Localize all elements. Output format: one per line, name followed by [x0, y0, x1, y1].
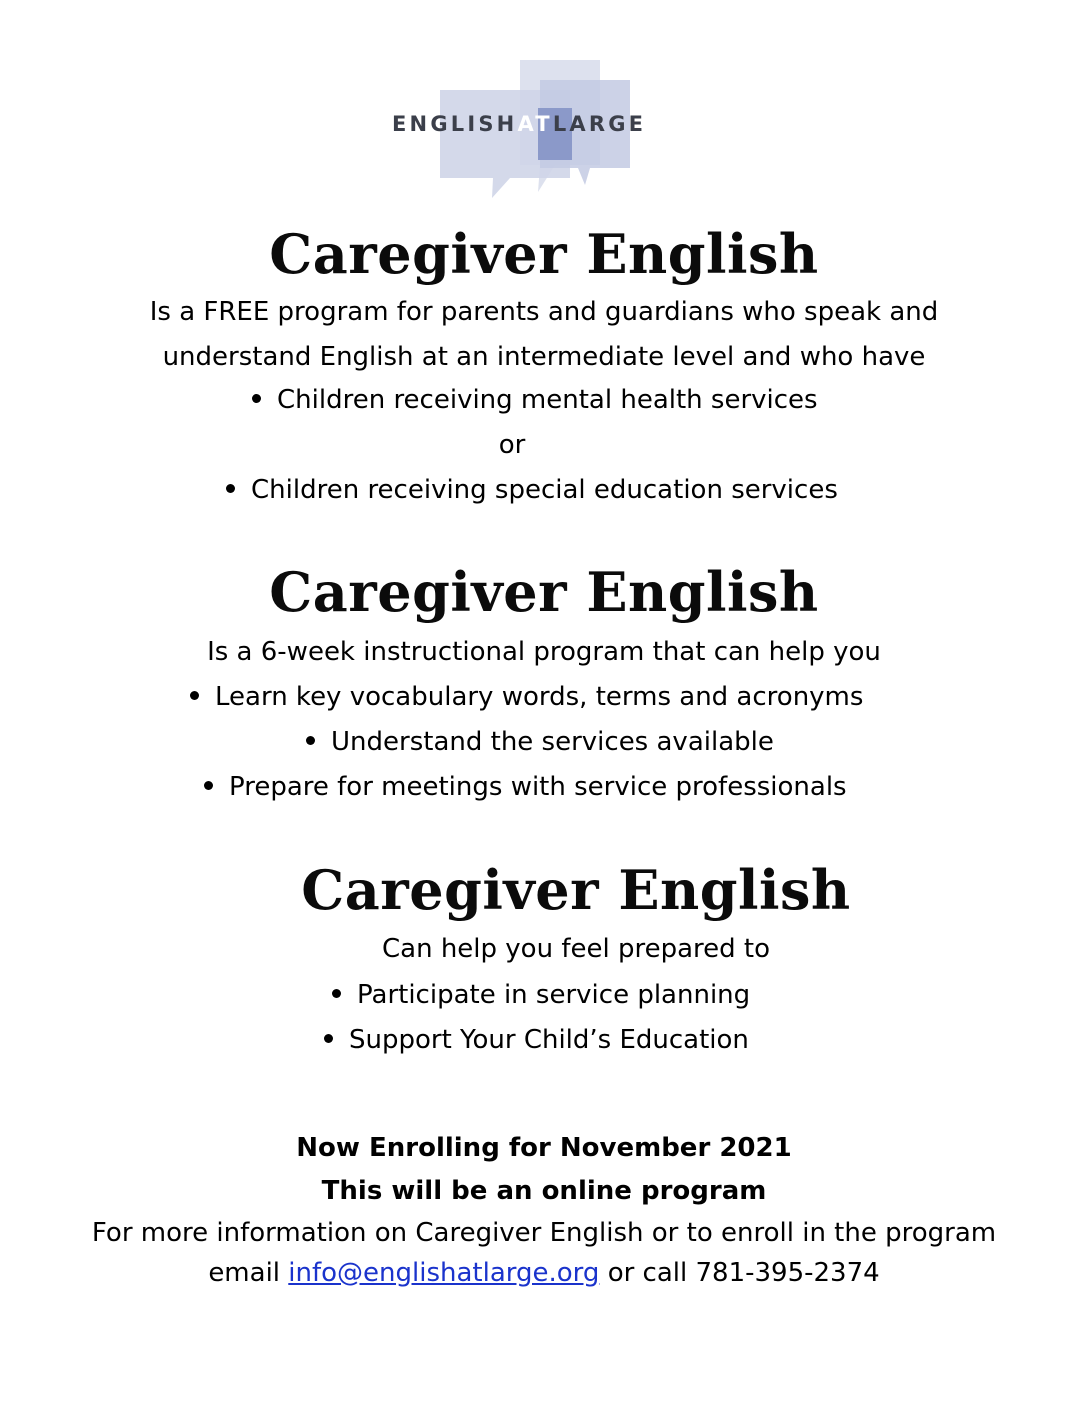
english-at-large-logo: [380, 50, 710, 200]
bullet-icon: [332, 989, 341, 998]
call-text: or call 781-395-2374: [607, 1258, 880, 1288]
bullet-icon: [252, 394, 261, 403]
section2-bullet1: [190, 677, 863, 717]
section1-bullet1-text: Children receiving mental health services: [277, 385, 818, 415]
section1-bullet1: [252, 380, 818, 420]
email-link[interactable]: info@englishatlarge.org: [288, 1258, 600, 1288]
logo-large: LARGE: [552, 112, 647, 136]
online-notice: This will be an online program: [321, 1176, 767, 1206]
section2-bullet3: [204, 767, 847, 807]
section3-bullet2-text: Support Your Child’s Education: [349, 1025, 749, 1055]
section1-or: or: [498, 430, 526, 460]
logo-english: ENGLISH: [392, 112, 518, 136]
logo-wordmark: [392, 112, 646, 136]
section3-bullet2: [324, 1020, 749, 1060]
section1-bullet2-text: Children receiving special education services: [251, 475, 838, 505]
section2-intro: Is a 6-week instructional program that can help you: [207, 637, 881, 667]
email-prefix: email: [208, 1258, 281, 1288]
section1-title: Caregiver English: [269, 222, 819, 286]
section1-line1: Is a FREE program for parents and guardians who speak and: [149, 297, 939, 327]
bullet-icon: [306, 736, 315, 745]
section3-bullet1: [332, 975, 750, 1015]
bullet-icon: [190, 691, 199, 700]
contact-line: [0, 1253, 1088, 1293]
bullet-icon: [226, 484, 235, 493]
section2-bullet3-text: Prepare for meetings with service professionals: [229, 772, 847, 802]
logo-at: AT: [517, 112, 553, 136]
info-line: For more information on Caregiver English or to enroll in the program: [91, 1218, 997, 1248]
section2-bullet2: [306, 722, 774, 762]
enroll-notice: Now Enrolling for November 2021: [296, 1133, 792, 1163]
bullet-icon: [324, 1034, 333, 1043]
bullet-icon: [204, 781, 213, 790]
section3-title: Caregiver English: [301, 858, 851, 922]
section1-bullet2: [226, 470, 838, 510]
section1-line2: understand English at an intermediate level and who have: [162, 342, 926, 372]
section3-bullet1-text: Participate in service planning: [357, 980, 751, 1010]
section2-title: Caregiver English: [269, 560, 819, 624]
section3-intro: Can help you feel prepared to: [381, 934, 770, 964]
section2-bullet2-text: Understand the services available: [331, 727, 774, 757]
section2-bullet1-text: Learn key vocabulary words, terms and acronyms: [215, 682, 864, 712]
